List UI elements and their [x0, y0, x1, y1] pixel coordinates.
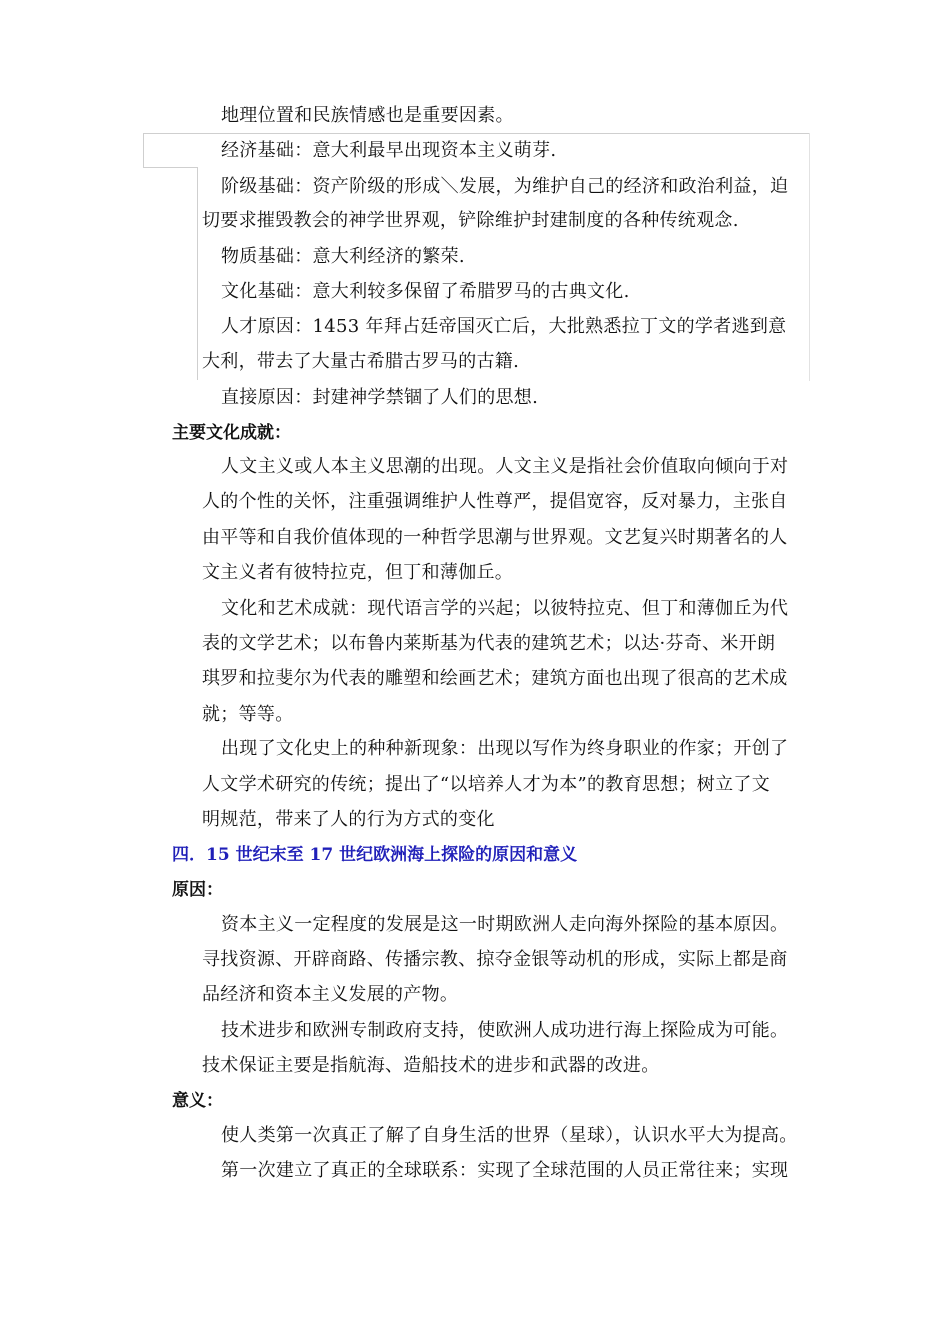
frame-border-left-lower: [197, 167, 198, 380]
text-line: 人文学术研究的传统；提出了“以培养人才为本”的教育思想；树立了文: [202, 774, 771, 795]
text-line: 地理位置和民族情感也是重要因素。: [221, 105, 514, 126]
text-line: 表的文学艺术；以布鲁内莱斯基为代表的建筑艺术；以达·芬奇、米开朗: [202, 633, 776, 654]
text-line: 人才原因：1453 年拜占廷帝国灭亡后，大批熟悉拉丁文的学者逃到意: [221, 316, 787, 337]
text-line: 文化基础：意大利较多保留了希腊罗马的古典文化.: [221, 281, 630, 302]
text-line: 人的个性的关怀，注重强调维护人性尊严，提倡宽容，反对暴力，主张自: [202, 491, 788, 512]
text-line: 出现了文化史上的种种新现象：出现以写作为终身职业的作家；开创了: [221, 738, 789, 759]
text-line: 就；等等。: [202, 704, 294, 725]
text-line: 品经济和资本主义发展的产物。: [202, 984, 459, 1005]
text-line: 由平等和自我价值体现的一种哲学思潮与世界观。文艺复兴时期著名的人: [202, 527, 788, 548]
causes-heading: 原因：: [172, 880, 223, 900]
text-line: 琪罗和拉斐尔为代表的雕塑和绘画艺术；建筑方面也出现了很高的艺术成: [202, 668, 788, 689]
text-line: 使人类第一次真正了解了自身生活的世界（星球），认识水平大为提高。: [221, 1125, 798, 1146]
text-line: 阶级基础：资产阶级的形成＼发展，为维护自己的经济和政治利益，迫: [221, 176, 789, 197]
frame-border-top: [143, 133, 810, 134]
text-line: 第一次建立了真正的全球联系：实现了全球范围的人员正常往来；实现: [221, 1160, 789, 1181]
text-line: 物质基础：意大利经济的繁荣.: [221, 246, 465, 267]
significance-heading: 意义：: [172, 1091, 223, 1111]
section-four-heading: 四．15 世纪末至 17 世纪欧洲海上探险的原因和意义: [172, 845, 578, 865]
achievements-heading: 主要文化成就：: [172, 423, 291, 443]
frame-border-step: [143, 167, 197, 168]
frame-border-left-upper: [143, 133, 144, 167]
text-line: 技术进步和欧洲专制政府支持，使欧洲人成功进行海上探险成为可能。: [221, 1020, 789, 1041]
frame-border-right: [809, 133, 810, 381]
text-line: 资本主义一定程度的发展是这一时期欧洲人走向海外探险的基本原因。: [221, 914, 789, 935]
text-line: 文化和艺术成就：现代语言学的兴起；以彼特拉克、但丁和薄伽丘为代: [221, 598, 789, 619]
text-line: 文主义者有彼特拉克，但丁和薄伽丘。: [202, 562, 514, 583]
text-line: 人文主义或人本主义思潮的出现。人文主义是指社会价值取向倾向于对: [221, 456, 789, 477]
text-line: 切要求摧毁教会的神学世界观，铲除维护封建制度的各种传统观念.: [202, 210, 739, 231]
text-line: 大利，带去了大量古希腊古罗马的古籍.: [202, 351, 520, 372]
text-line: 明规范，带来了人的行为方式的变化: [202, 809, 495, 830]
text-line: 技术保证主要是指航海、造船技术的进步和武器的改进。: [202, 1055, 660, 1076]
text-line: 经济基础：意大利最早出现资本主义萌芽.: [221, 140, 557, 161]
text-line: 直接原因：封建神学禁锢了人们的思想.: [221, 387, 539, 408]
text-line: 寻找资源、开辟商路、传播宗教、掠夺金银等动机的形成，实际上都是商: [202, 949, 788, 970]
